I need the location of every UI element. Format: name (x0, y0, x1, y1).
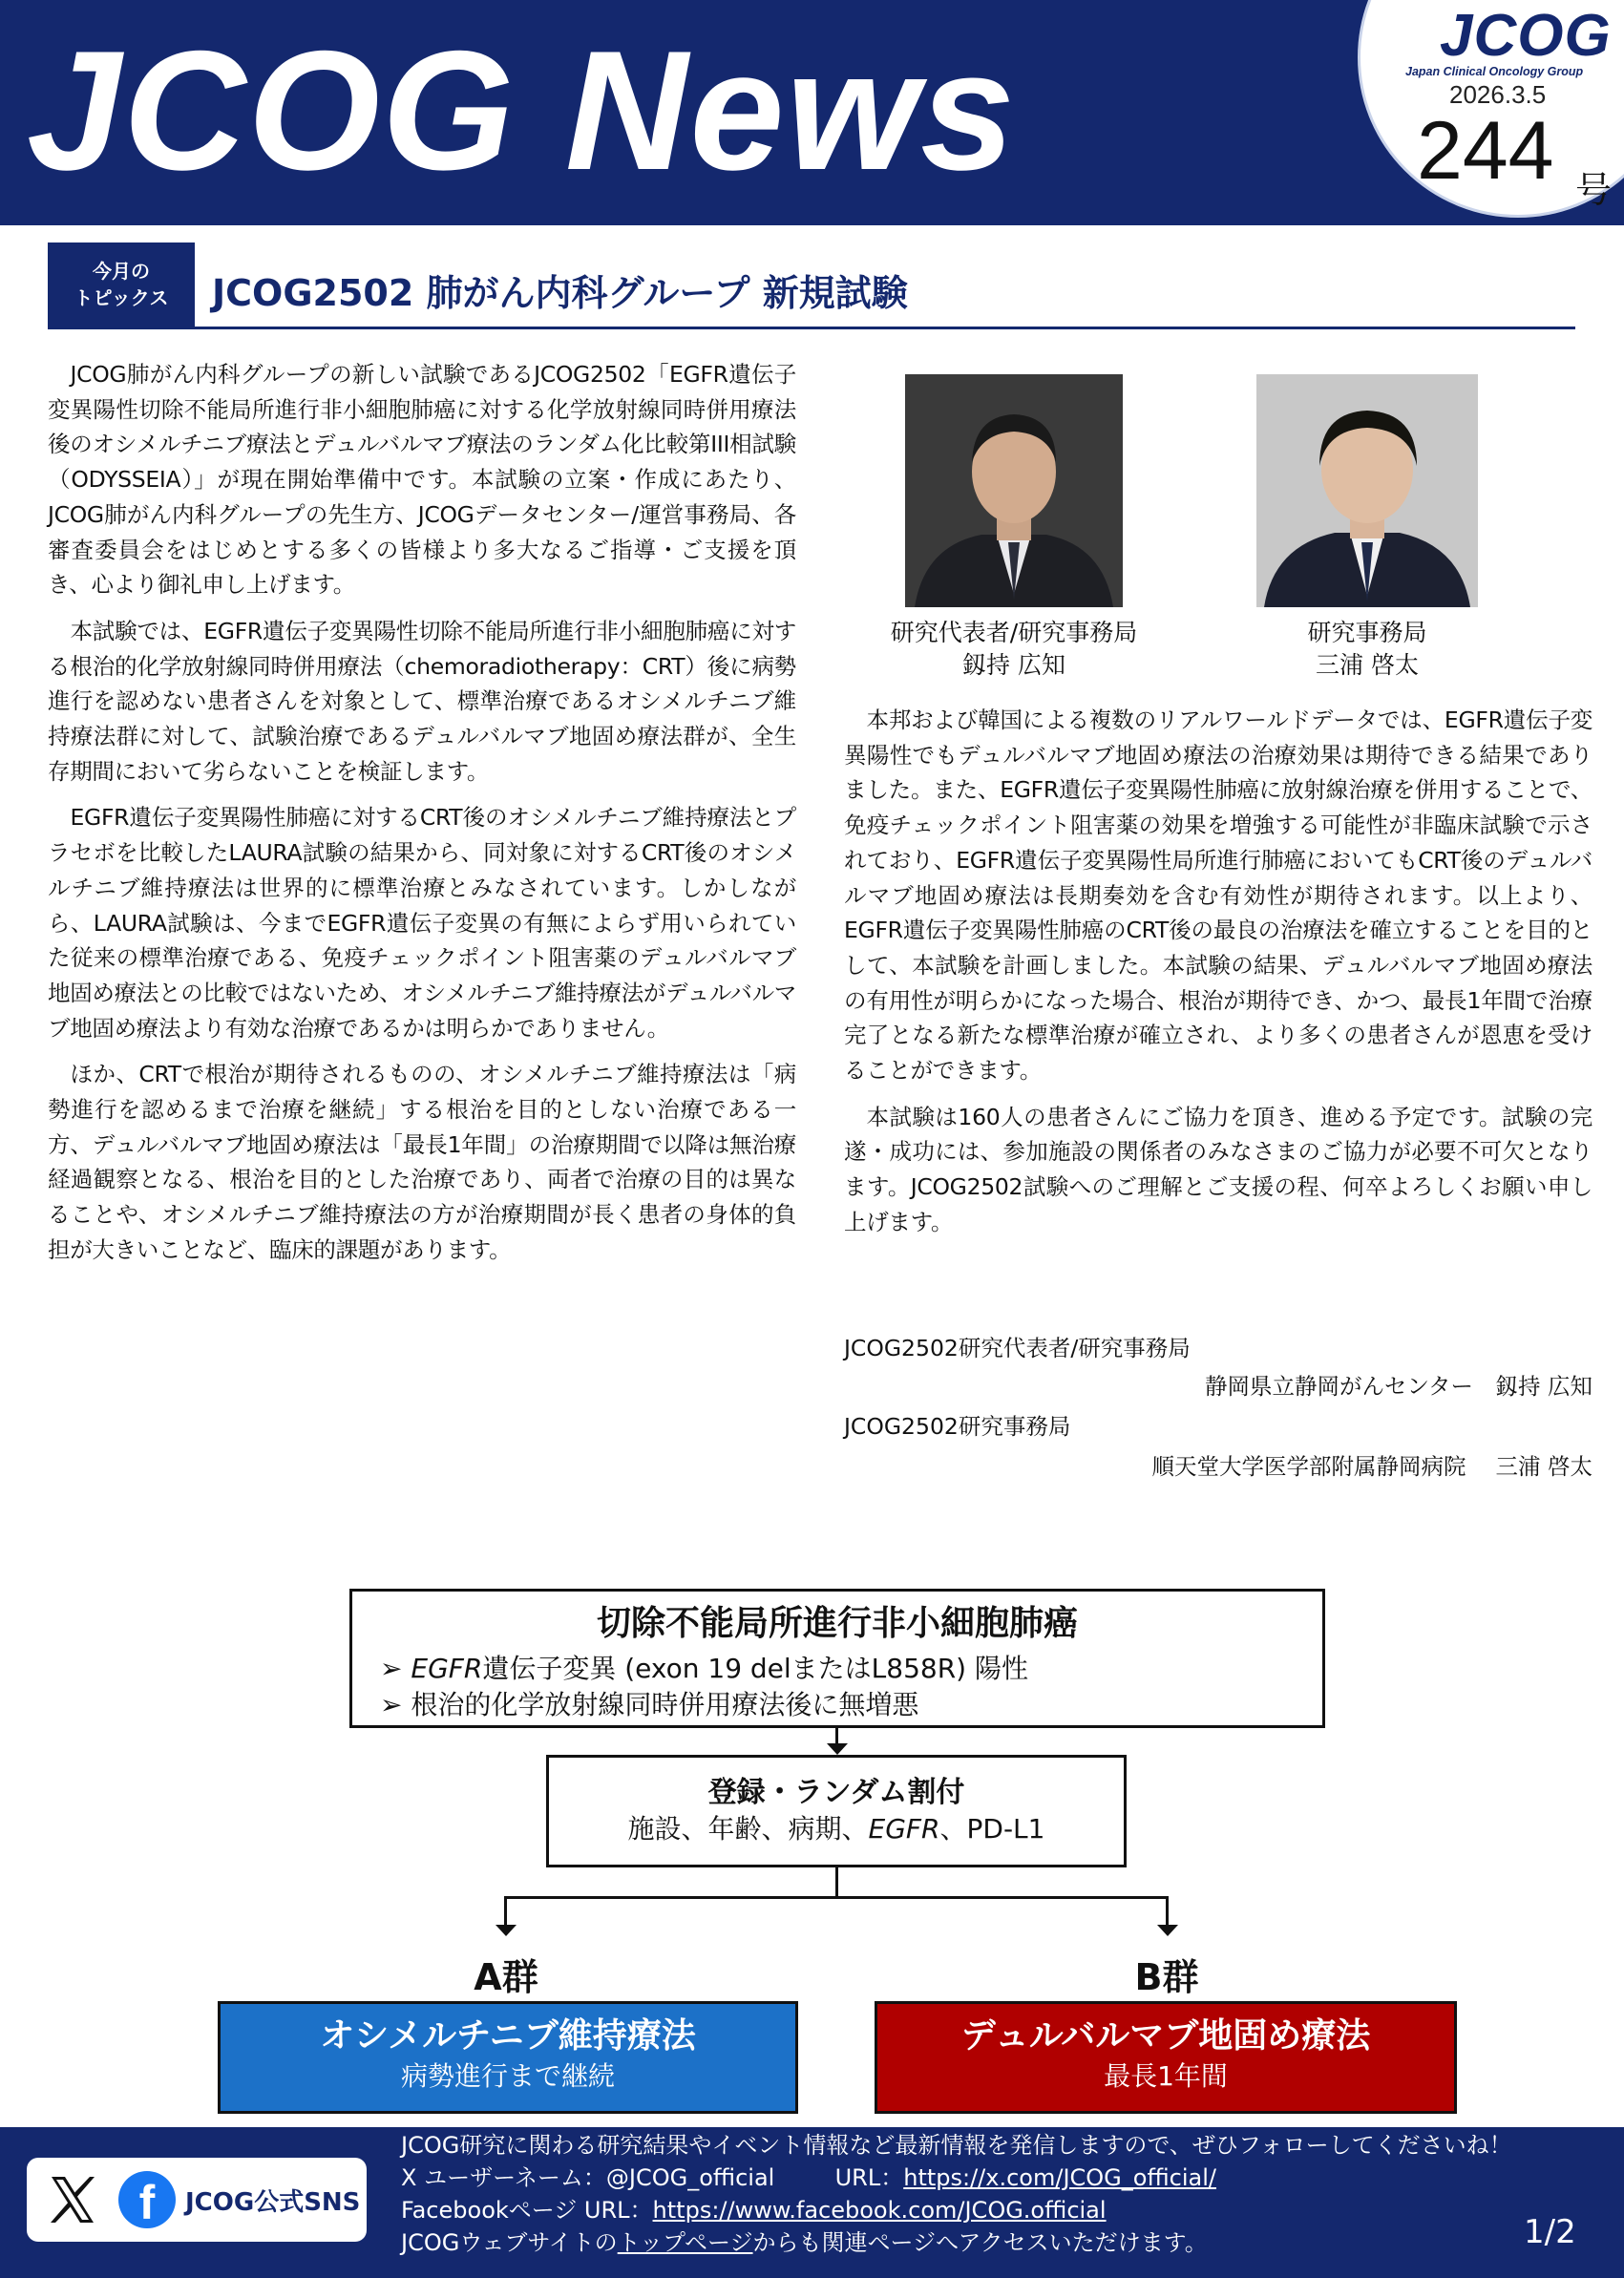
eligibility-bullet-2 (380, 1684, 918, 1722)
factors-text: 、PD-L1 (939, 1813, 1045, 1845)
caption-role: 研究代表者/研究事務局 (890, 619, 1138, 646)
issue-suffix: 号 (1575, 169, 1613, 211)
eligibility-title: 切除不能局所進行非小細胞肺癌 (596, 1604, 1078, 1643)
paragraph: 本試験では、EGFR遺伝子変異陽性切除不能局所進行非小細胞肺癌に対する根治的化学放射線同時併用療法（chemoradiotherapy：CRT）後に病勢進行を認めない患者さんを対象として、標準治療であるオシメルチニブ維持療法群に対して、試験治療であるデュルバルマブ地固め療法群が、全生存期間において劣らないことを検証します。 (48, 617, 796, 785)
x-username: X ユーザーネーム：@JCOG_official (401, 2164, 775, 2191)
issue-number: 244 (1417, 105, 1554, 197)
page-number: 1/2 (1524, 2213, 1576, 2251)
footer-intro: JCOG研究に関わる研究結果やイベント情報など最新情報を発信しますので、ぜひフォローしてくださいね！ (401, 2132, 1512, 2159)
facebook-logo-icon[interactable]: f (118, 2171, 176, 2228)
web-text: JCOGウェブサイトの (401, 2229, 618, 2256)
arm-b-subtitle: 最長1年間 (1104, 2060, 1228, 2092)
signature-role-1: JCOG2502研究代表者/研究事務局 (844, 1335, 1191, 1361)
x-url-link[interactable]: https://x.com/JCOG_official/ (903, 2164, 1216, 2191)
footer-fb-line (401, 2194, 1107, 2226)
signature-affiliation-2: 順天堂大学医学部附属静岡病院 三浦 啓太 (1151, 1453, 1592, 1480)
paragraph: EGFR遺伝子変異陽性肺癌に対するCRT後のオシメルチニブ維持療法とプラセボを比較したLAURA試験の結果から、同対象に対するCRT後のオシメルチニブ維持療法は世界的に標準治療とみなされています。しかしながら、LAURA試験は、今までEGFR遺伝子変異の有無によらず用いられていた従来の標準治療である、免疫チェックポイント阻害薬のデュルバルマブ地固め療法との比較ではないため、オシメルチニブ維持療法がデュルバルマブ地固め療法より有効な治療であるかは明らかでありません。 (48, 804, 796, 1042)
x-logo-icon[interactable] (44, 2171, 101, 2228)
bullet-text: 根治的化学放射線同時併用療法後に無増悪 (411, 1689, 919, 1720)
arm-a-title: オシメルチニブ維持療法 (320, 2016, 696, 2056)
caption-name: 釼持 広知 (962, 651, 1065, 679)
footer-x-line (401, 2162, 1216, 2194)
paragraph: 本試験は160人の患者さんにご協力を頂き、進める予定です。試験の完遂・成功には、参加施設の関係者のみなさまのご協力が必要不可欠となります。JCOG2502試験へのご理解とご支援の程、何卒よろしくお願い申し上げます。 (844, 1103, 1593, 1235)
photo-caption-1 (840, 617, 1188, 682)
branch-line (504, 1896, 1169, 1899)
arm-a-box (218, 2001, 798, 2114)
right-column (844, 703, 1592, 1252)
portrait-photo-1 (905, 374, 1123, 607)
caption-role: 研究事務局 (1307, 619, 1427, 646)
fb-url-link[interactable]: https://www.facebook.com/JCOG.official (652, 2197, 1107, 2224)
sns-label: JCOG公式SNS (185, 2188, 361, 2217)
arrow-bullet-icon: ➢ (380, 1689, 411, 1720)
arm-b-box (875, 2001, 1457, 2114)
eligibility-bullet-1 (380, 1648, 1028, 1686)
fb-url-label: Facebookページ URL： (401, 2197, 653, 2224)
arrow-bullet-icon: ➢ (380, 1653, 411, 1684)
paragraph: ほか、CRTで根治が期待されるものの、オシメルチニブ維持療法は「病勢進行を認めるまで治療を継続」する根治を目的としない治療である一方、デュルバルマブ地固め療法は「最長1年間」の治療期間で以降は無治療経過観察となる、根治を目的とした治療であり、両者で治療の目的は異なることや、オシメルチニブ維持療法の方が治療期間が長く患者の身体的負担が大きいことなど、臨床的課題があります。 (48, 1061, 796, 1263)
web-text: からも関連ページへアクセスいただけます。 (752, 2229, 1208, 2256)
topic-label (48, 243, 195, 327)
footer-web-line (401, 2226, 1208, 2259)
portrait-photo-2 (1256, 374, 1478, 607)
arm-a-label: A群 (474, 1956, 538, 1998)
signature-affiliation-1: 静岡県立静岡がんセンター 釼持 広知 (1204, 1373, 1592, 1400)
paragraph: 本邦および韓国による複数のリアルワールドデータでは、EGFR遺伝子変異陽性でもデュルバルマブ地固め療法の治療効果は期待できる結果でありました。また、EGFR遺伝子変異陽性肺癌に放射線治療を併用することで、免疫チェックポイント阻害薬の効果を増強する可能性が非臨床試験で示されており、EGFR遺伝子変異陽性局所進行肺癌においてもCRT後のデュルバルマブ地固め療法は長期奏効を含む有効性が期待されます。以上より、EGFR遺伝子変異陽性肺癌のCRT後の最良の治療法を確立することを目的として、本試験を計画しました。本試験の結果、デュルバルマブ地固め療法の有用性が明らかになった場合、根治が期待でき、かつ、最長1年間で治療完了となる新たな標準治療が確立され、より多くの患者さんが恩恵を受けることができます。 (844, 707, 1592, 1085)
arm-b-title: デュルバルマブ地固め療法 (960, 2016, 1371, 2056)
issue-date: 2026.3.5 (1449, 80, 1547, 109)
arrow-down-icon (496, 1925, 517, 1938)
paragraph: JCOG肺がん内科グループの新しい試験であるJCOG2502「EGFR遺伝子変異陽性切除不能局所進行非小細胞肺癌に対する化学放射線同時併用療法後のオシメルチニブ療法とデュルバルマブ療法のランダム化比較第III相試験（ODYSSEIA）」が現在開始準備中です。本試験の立案・作成にあたり、JCOG肺がん内科グループの先生方、JCOGデータセンター/運営事務局、各審査委員会をはじめとする多くの皆様より多大なるご指導・ご支援を頂き、心より御礼申し上げます。 (48, 361, 796, 599)
topic-label-line1: 今月の (93, 260, 150, 283)
randomization-title: 登録・ランダム割付 (707, 1776, 965, 1809)
caption-name: 三浦 啓太 (1316, 651, 1419, 679)
top-page-link[interactable]: トップページ (617, 2229, 753, 2256)
connector-line (1166, 1896, 1169, 1929)
connector-line (835, 1867, 838, 1898)
topic-label-line2: トピックス (74, 286, 169, 309)
stratification-factors (546, 1808, 1127, 1846)
jcog-logo: JCOG (1440, 3, 1612, 69)
photo-caption-2 (1193, 617, 1541, 682)
arrow-down-icon (1157, 1925, 1178, 1938)
gene-name: EGFR (868, 1813, 940, 1845)
arm-a-subtitle: 病勢進行まで継続 (400, 2060, 615, 2092)
gene-name: EGFR (411, 1653, 483, 1684)
signature-role-2: JCOG2502研究事務局 (844, 1413, 1071, 1440)
masthead-title: JCOG News (27, 15, 1017, 205)
factors-text: 施設、年齢、病期、 (627, 1813, 869, 1845)
x-url-label: URL： (834, 2164, 904, 2191)
topic-divider (48, 327, 1575, 329)
left-column (48, 357, 796, 1279)
topic-title: JCOG2502 肺がん内科グループ 新規試験 (212, 272, 908, 314)
connector-line (504, 1896, 507, 1929)
org-name: Japan Clinical Oncology Group (1405, 65, 1584, 78)
arm-b-label: B群 (1134, 1956, 1199, 1998)
bullet-text: 遺伝子変異 (exon 19 delまたはL858R) 陽性 (482, 1653, 1029, 1684)
